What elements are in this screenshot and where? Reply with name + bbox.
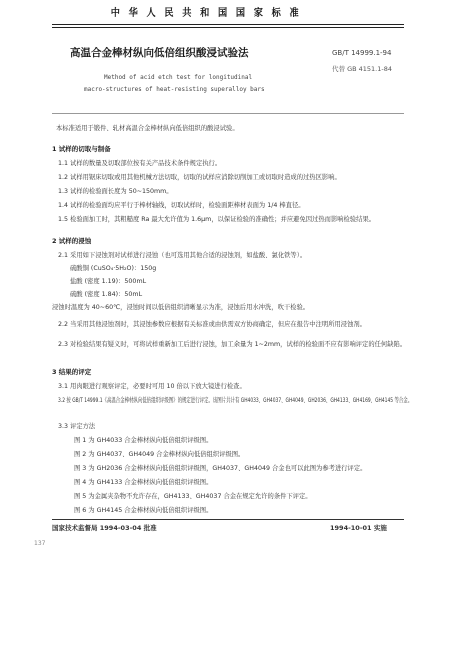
figure-5-note: 图 5 为金属夹杂物不允许存在，GH4133、GH4037 合金在规定允许的条件下评定。 (74, 493, 312, 500)
clause-2-2: 2.2 当采用其他浸蚀剂时，其浸蚀参数应根据有关标准或由供需双方协商确定，但应在报告中注明所用浸蚀剂。 (58, 321, 366, 328)
figure-2-note: 图 2 为 GH4037、GH4049 合金棒材纵向低倍组织评级图。 (74, 451, 245, 458)
standard-number: GB/T 14999.1-94 (332, 49, 392, 57)
replaces-standard: 代替 GB 4151.1-84 (332, 65, 392, 73)
page-number: 137 (34, 540, 46, 547)
clause-1-5: 1.5 检验面加工时，其粗糙度 Ra 最大允许值为 1.6μm，以保证检验的准确性；并应避免因过热而影响检验结果。 (58, 216, 376, 223)
title-rule (52, 113, 404, 114)
clause-1-4: 1.4 试样的检验面均应平行于棒材轴线，切取试样时，检验面距棒材表面为 1/4 棒直径。 (58, 202, 305, 209)
clause-3-3: 3.3 评定方法 (58, 423, 96, 430)
clause-1-3: 1.3 试样的检验面长度为 50~150mm。 (58, 188, 173, 195)
figure-4-note: 图 4 为 GH4133 合金棒材纵向低倍组织评级图。 (74, 479, 213, 486)
figure-3-note: 图 3 为 GH2036 合金棒材纵向低倍组织评级图，GH4037、GH4049 合金也可以此图为参考进行评定。 (74, 465, 367, 472)
implementation-date: 1994-10-01 实施 (330, 524, 387, 532)
clause-3-2: 3.2 按 GB/T 14999.1《高温合金棒材纵向低倍组织评级图》的规定进行评定。该图片共计有 GH4033、GH4037、GH4049、GH2036、GH4133、GH4169、GH4145 等合金。 (58, 397, 413, 404)
english-title-line-1: Method of acid etch test for longitudinal (104, 74, 253, 81)
header-rule-2 (52, 27, 404, 28)
figure-1-note: 图 1 为 GH4033 合金棒材纵向低倍组织评级图。 (74, 437, 213, 444)
reagent-sulfuric-acid: 硫酸 (密度 1.84)：50mL (70, 291, 143, 298)
clause-3-1: 3.1 用肉眼进行观察评定，必要时可用 10 倍以下放大镜进行检查。 (58, 383, 246, 390)
standard-header: 中 华 人 民 共 和 国 国 家 标 准 (110, 8, 302, 19)
clause-1-2: 1.2 试样用锯床切取或用其他机械方法切取，切取的试样应消除切削加工或切取时造成的过热区影响。 (58, 174, 341, 181)
intro-paragraph: 本标准适用于锻件、轧材高温合金棒材纵向低倍组织的酸浸试验。 (56, 125, 239, 132)
section-3-heading: 3 结果的评定 (52, 368, 92, 376)
etch-conditions: 浸蚀时温度为 40~60℃，浸蚀时间以低倍组织清晰显示为准，浸蚀后用水冲洗，吹干检验。 (52, 304, 310, 311)
clause-2-1: 2.1 采用如下浸蚀剂对试样进行浸蚀（也可选用其他合适的浸蚀剂，如盐酸、氯化铁等）。 (58, 252, 307, 259)
reagent-copper-sulfate: 硫酸铜 (CuSO₄·5H₂O)：150g (70, 265, 157, 272)
header-rule (52, 24, 404, 25)
footer-rule (52, 519, 404, 520)
clause-1-1: 1.1 试样的数量及切取部位按有关产品技术条件规定执行。 (58, 160, 222, 167)
section-2-heading: 2 试样的浸蚀 (52, 237, 92, 245)
clause-2-3: 2.3 对检验结果有疑义时，可将试样重新加工后进行浸蚀，加工余量为 1~2mm，试样的检验面不应有影响评定的任何缺陷。 (58, 341, 407, 348)
section-1-heading: 1 试样的切取与制备 (52, 145, 111, 153)
english-title-line-2: macro-structures of heat-resisting superalloy bars (84, 86, 265, 93)
approval-date: 国家技术监督局 1994-03-04 批准 (52, 524, 157, 532)
figure-6-note: 图 6 为 GH4145 合金棒材纵向低倍组织评级图。 (74, 507, 213, 514)
document-title: 高温合金棒材纵向低倍组织酸浸试验法 (70, 47, 249, 59)
reagent-hydrochloric-acid: 盐酸 (密度 1.19)：500mL (70, 278, 147, 285)
